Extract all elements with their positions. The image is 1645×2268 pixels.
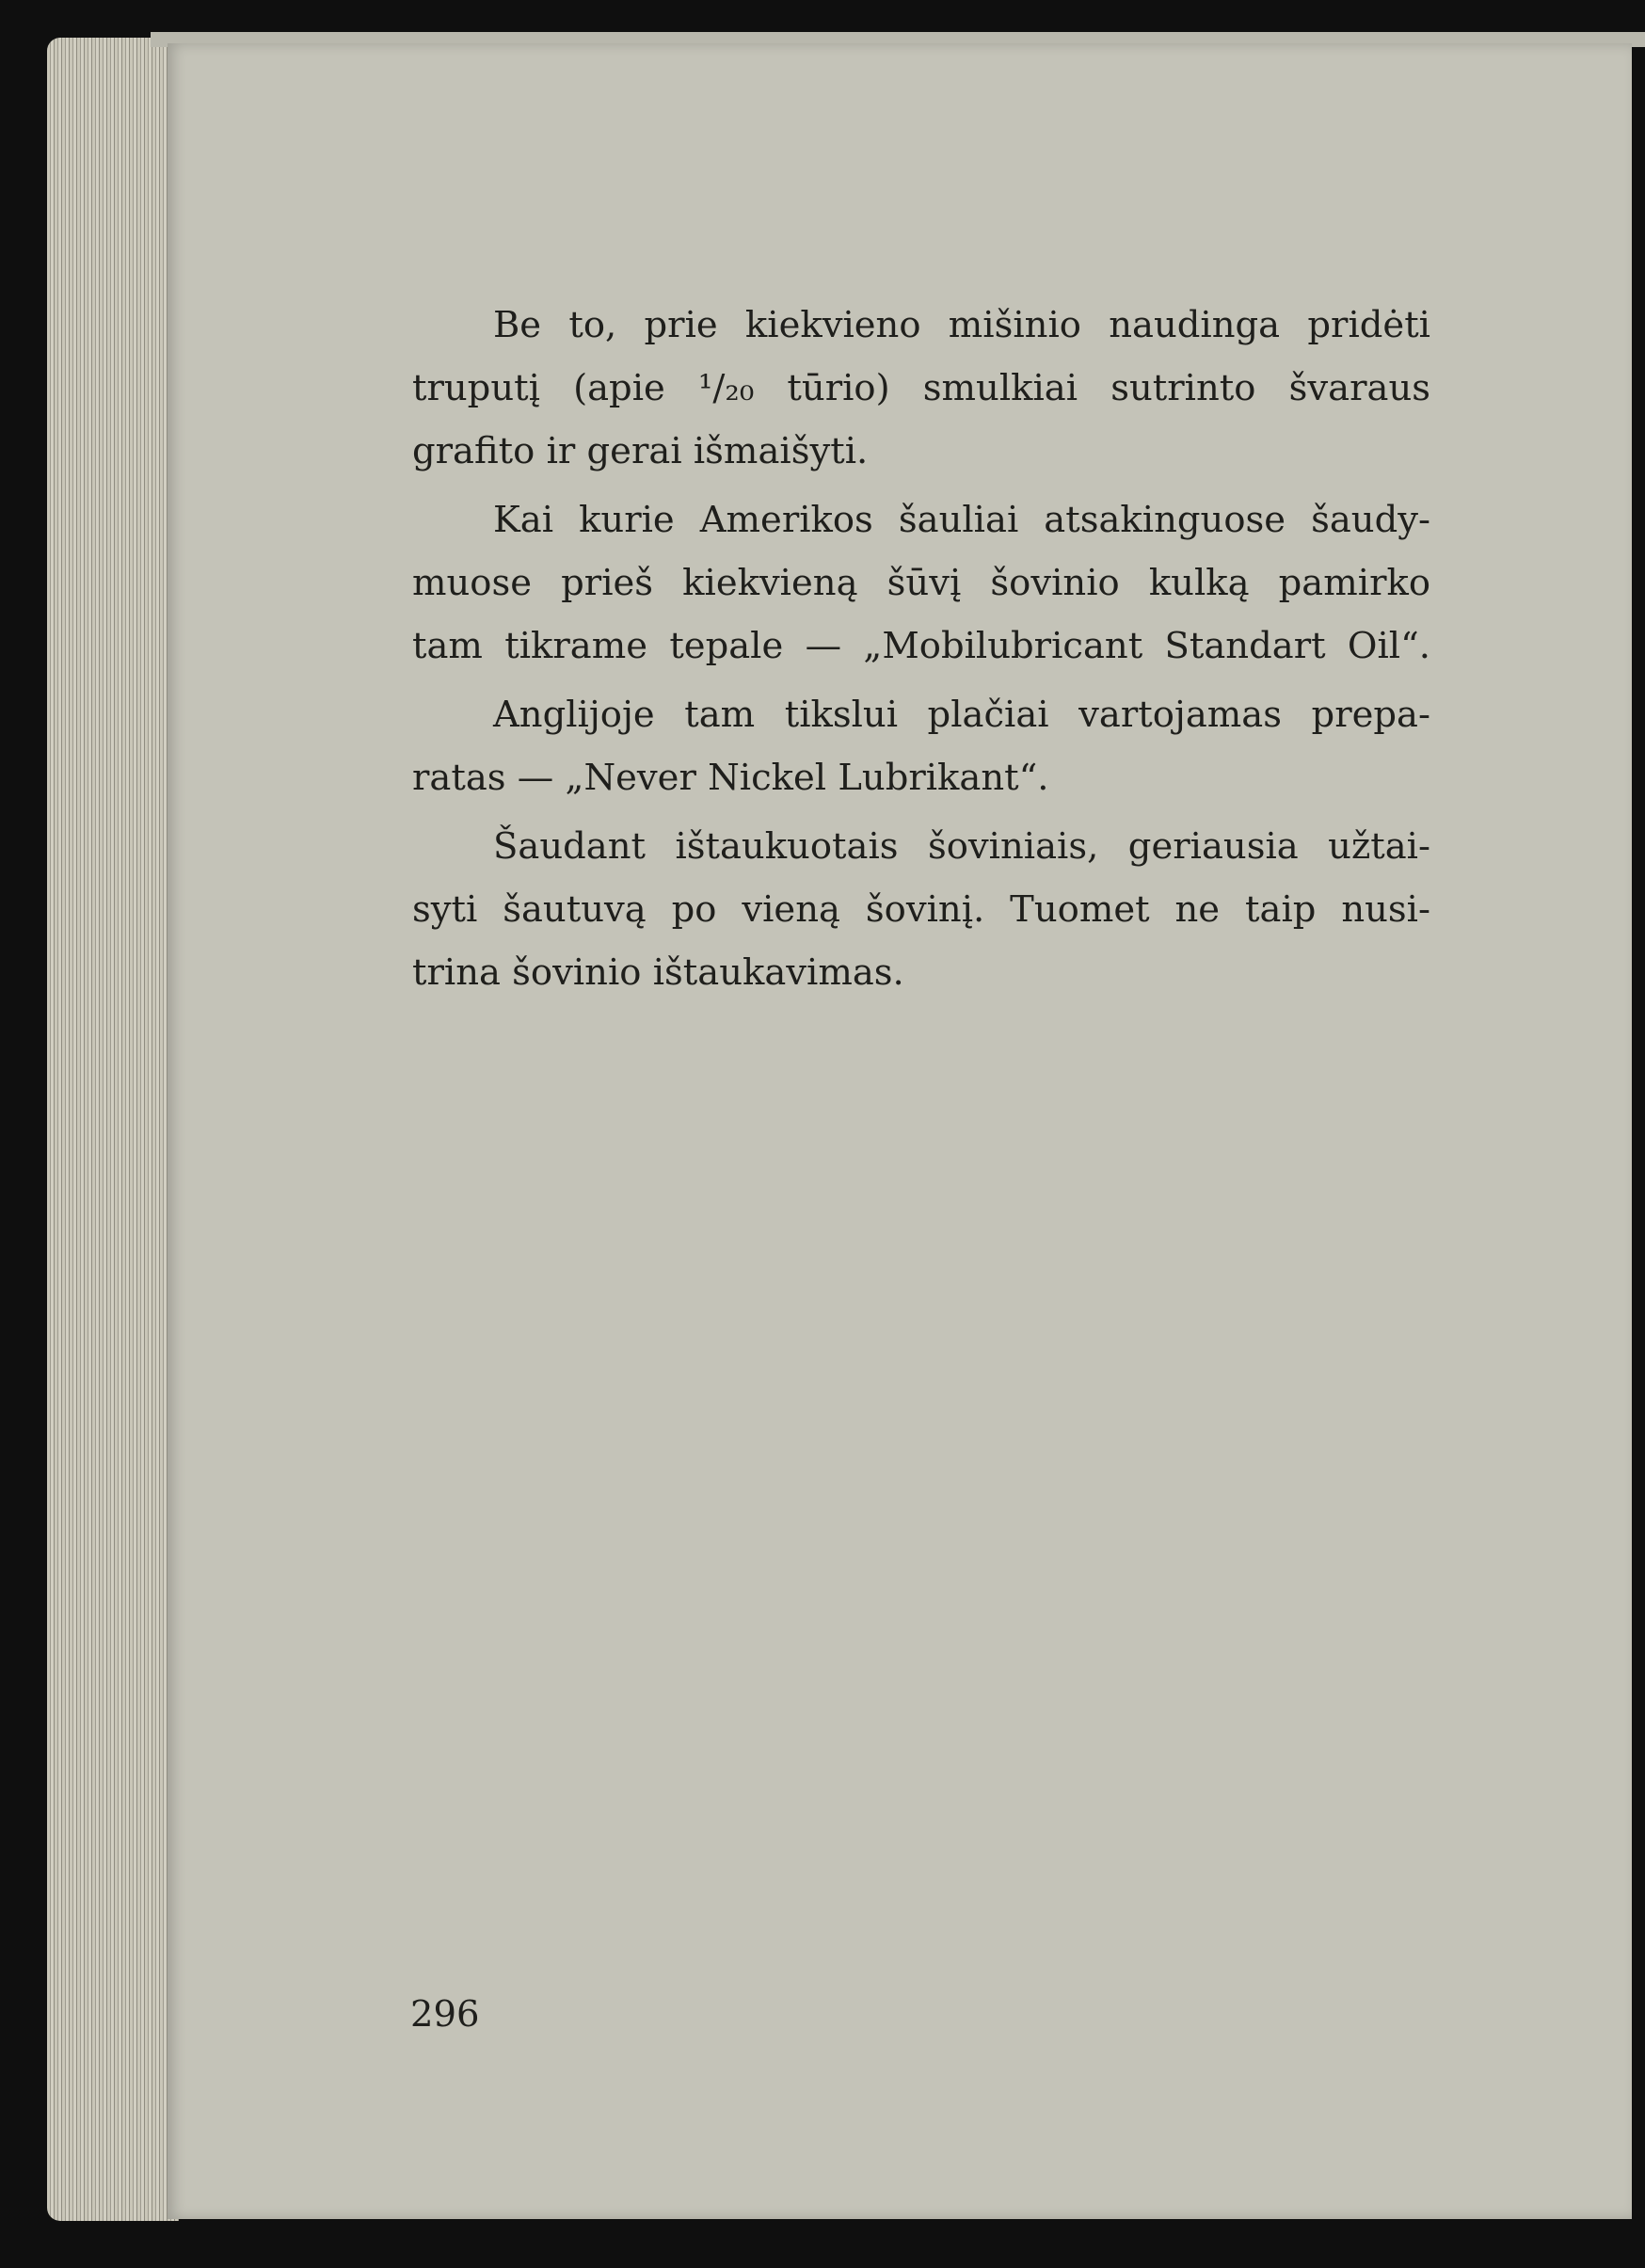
paragraph-3 — [412, 683, 1430, 809]
paragraph-2 — [412, 488, 1430, 678]
paragraph-1 — [412, 294, 1430, 483]
text-line: Anglijoje tam tikslui plačiai vartojamas prepa- — [493, 694, 1430, 736]
page-number: 296 — [410, 1993, 480, 2036]
paragraph-4 — [412, 815, 1430, 1004]
text-line: ratas — „Never Nickel Lubrikant“. — [412, 757, 1049, 799]
text-line: Kai kurie Amerikos šauliai atsakinguose šaudy- — [493, 499, 1430, 541]
text-line: tam tikrame tepale — „Mobilubricant Standart Oil“. — [412, 625, 1430, 667]
text-line: syti šautuvą po vieną šovinį. Tuomet ne taip nusi- — [412, 888, 1430, 931]
text-line: grafito ir gerai išmaišyti. — [412, 430, 869, 472]
text-line: trina šovinio ištaukavimas. — [412, 951, 904, 994]
text-line: truputį (apie ¹/₂₀ tūrio) smulkiai sutrinto švaraus — [412, 367, 1430, 409]
book-page-edges — [47, 38, 179, 2221]
text-line: muose prieš kiekvieną šūvį šovinio kulką pamirko — [412, 562, 1430, 604]
body-text — [412, 294, 1430, 1010]
text-line: Be to, prie kiekvieno mišinio naudinga pridėti — [493, 304, 1430, 346]
text-line: Šaudant ištaukuotais šoviniais, geriausia užtai- — [493, 825, 1430, 868]
